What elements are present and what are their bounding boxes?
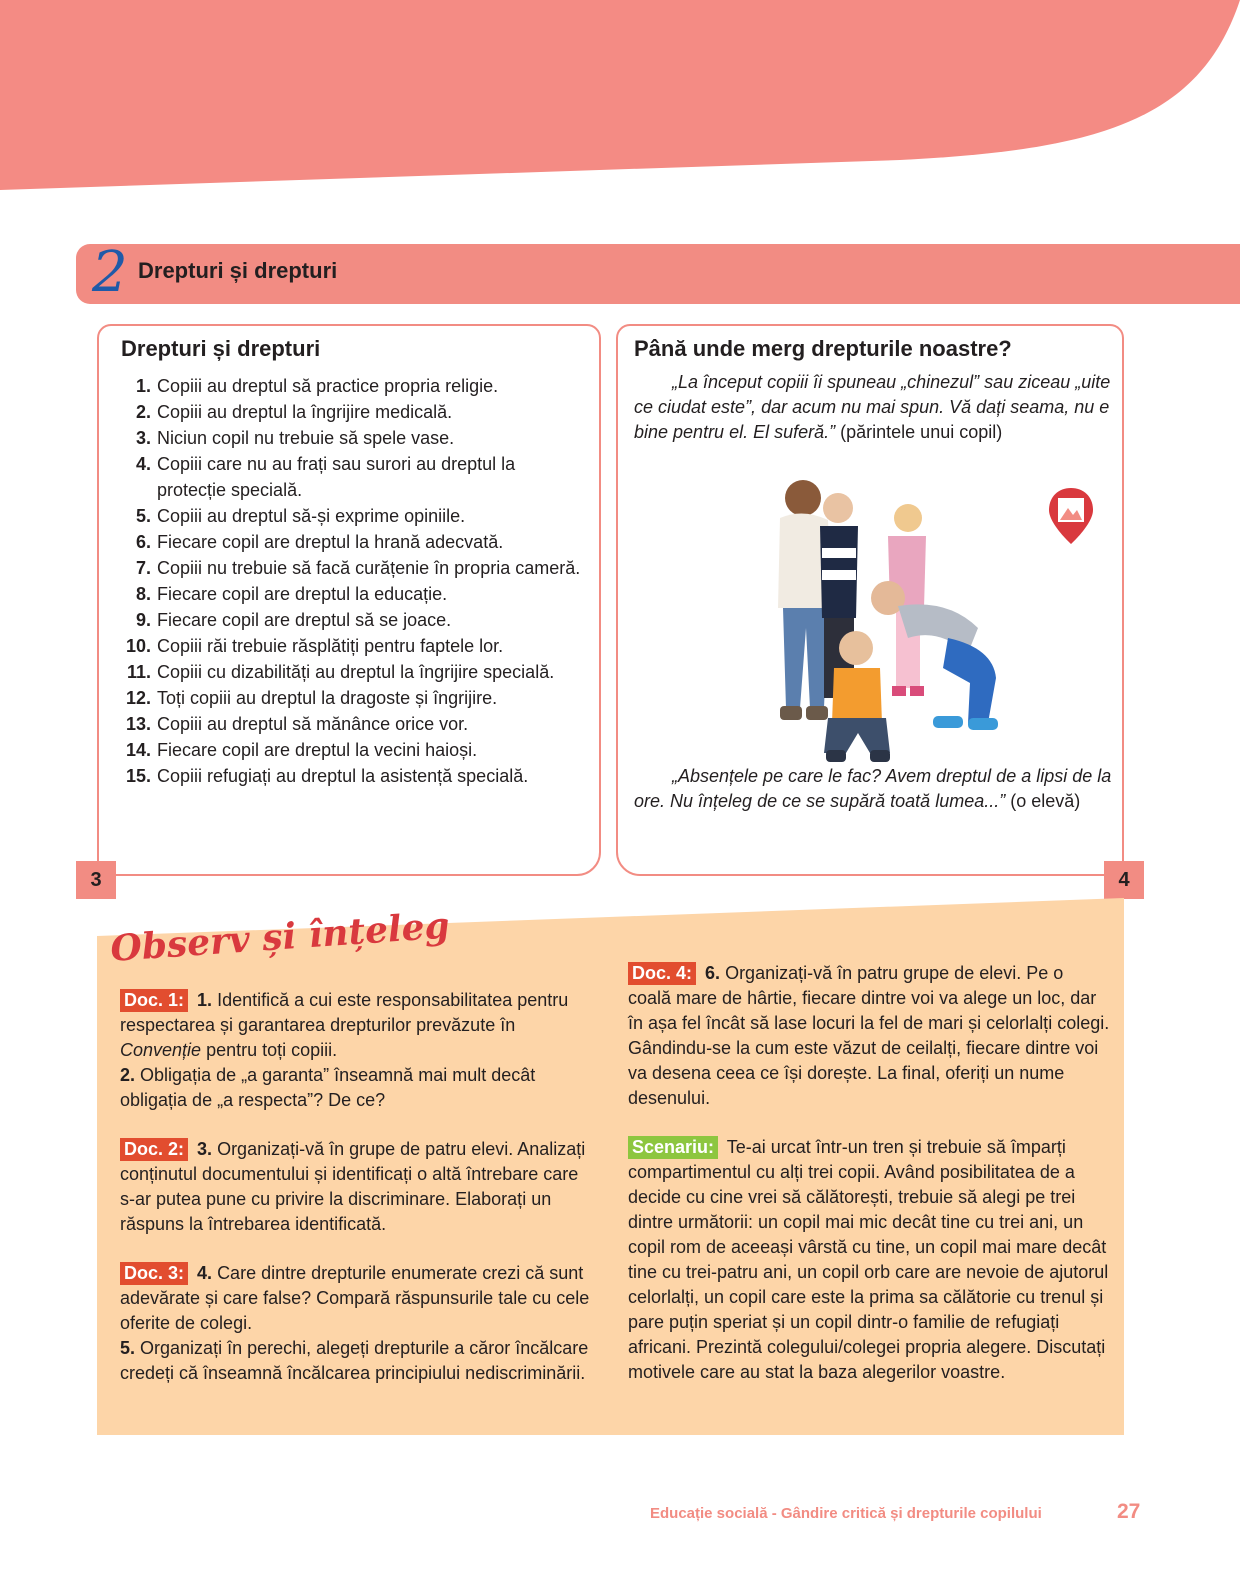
list-item: 5. Copiii au dreptul să-și exprime opiniile. (135, 506, 466, 526)
doc4-tasks: Doc. 4: 6. Organizați-vă în patru grupe de elevi. Pe o coală mare de hârtie, fiecare dintre voi va alege un loc, dar în așa fel încât să lase locuri la fel de mari și celorlalți colegi. Gândindu-se la cum este văzut de ceilalți, fiecare dintre voi va desena ceea ce își dorește. La final, oferiți un nume desenului. (628, 963, 1110, 1108)
doc2-tag: Doc. 2: (120, 1138, 188, 1161)
list-item: 11. Copiii cu dizabilități au dreptul la îngrijire specială. (126, 662, 555, 682)
card-number-badge: 3 (76, 861, 116, 899)
image-marker-icon (1046, 486, 1096, 546)
quote-source: (o elevă) (1010, 791, 1081, 811)
quote-source: (părintele unui copil) (840, 422, 1003, 442)
list-item: 10. Copiii răi trebuie răsplătiți pentru faptele lor. (125, 636, 504, 656)
children-bullying-photo (758, 478, 1018, 768)
page-number: 27 (1117, 1500, 1141, 1523)
doc3-tasks: Doc. 3: 4. Care dintre drepturile enumerate crezi că sunt adevărate și care false? Compară răspunsurile tale cu cele oferite de colegi. 5. Organizați în perechi, alegeți drepturile a căror încălcare credeți că înseamnă încălcarea principiului nediscriminării. (120, 1263, 590, 1383)
section-number: 2 (92, 240, 128, 305)
list-item: 8. Fiecare copil are dreptul la educație. (135, 584, 448, 604)
list-item: 12. Toți copiii au dreptul la dragoste și îngrijire. (125, 688, 498, 708)
list-item: 13. Copiii au dreptul să mănânce orice vor. (125, 714, 469, 734)
doc1-tag: Doc. 1: (120, 989, 188, 1012)
list-item: 7. Copiii nu trebuie să facă curățenie în propria cameră. (135, 558, 581, 578)
list-item: 2. Copiii au dreptul la îngrijire medicală. (135, 402, 453, 422)
student-quote: „Absențele pe care le fac? Avem dreptul de a lipsi de la ore. Nu înțeleg de ce se supără toată lumea...” (o elevă) (634, 766, 1112, 811)
section-title: Drepturi și drepturi (138, 258, 338, 283)
rights-card (97, 324, 601, 876)
observe-title: Observ și înțeleg (109, 904, 451, 970)
doc4-tag: Doc. 4: (628, 962, 696, 985)
list-item: 14. Fiecare copil are dreptul la vecini haioși. (125, 740, 478, 760)
scenario-task: Scenariu: Te-ai urcat într-un tren și trebuie să împarți compartimentul cu alți trei copii. Având posibilitatea de a decide cu cine vrei să călătorești, trebuie să alegi pe trei dintre următorii: un copil mai mic decât tine cu trei ani, un copil rom de aceeași vârstă cu tine, un copil mai mare decât tine cu trei-patru ani, un copil orb care are nevoie de ajutorul celorlalți, un copil care este la prima sa călătorie cu trenul și pare puțin speriat și un copil dintr-o familie de refugiați africani. Prezintă colegului/colegei propria alegere. Discutați motivele care au stat la baza alegerilor voastre. (628, 1137, 1109, 1382)
scenario-tag: Scenariu: (628, 1136, 718, 1159)
doc3-tag: Doc. 3: (120, 1262, 188, 1285)
doc2-tasks: Doc. 2: 3. Organizați-vă în grupe de patru elevi. Analizați conținutul documentului și identificați o altă întrebare care s-ar putea pune cu privire la discriminare. Elaborați un răspuns la întrebarea identificată. (120, 1139, 586, 1234)
rights-limits-title: Până unde merg drepturile noastre? (634, 336, 1012, 361)
rights-card-title: Drepturi și drepturi (121, 336, 321, 361)
observe-right-column (628, 961, 1110, 1409)
observe-left-column (120, 988, 595, 1410)
rights-list (121, 373, 589, 789)
doc1-tasks: Doc. 1: 1. Identifică a cui este responsabilitatea pentru respectarea și garantarea drepturilor prevăzute în Convenție pentru toți copiii. 2. Obligația de „a garanta” înseamnă mai mult decât obligația de „a respecta”? De ce? (120, 990, 569, 1110)
list-item: 9. Fiecare copil are dreptul să se joace. (135, 610, 452, 630)
parent-quote: „La început copiii îi spuneau „chinezul” sau ziceau „uite ce ciudat este”, dar acum nu mai spun. Vă dați seama, nu e bine pentru el. El suferă.” (părintele unui copil) (634, 372, 1111, 442)
footer-book-title: Educație socială - Gândire critică și drepturile copilului (650, 1505, 1042, 1522)
header-decoration (0, 0, 1240, 200)
list-item: 6. Fiecare copil are dreptul la hrană adecvată. (135, 532, 504, 552)
list-item: 1. Copiii au dreptul să practice propria religie. (135, 376, 499, 396)
list-item: 4. Copiii care nu au frați sau surori au dreptul la protecție specială. (135, 454, 516, 500)
list-item: 3. Niciun copil nu trebuie să spele vase. (135, 428, 455, 448)
card-number-badge: 4 (1104, 861, 1144, 899)
list-item: 15. Copiii refugiați au dreptul la asistență specială. (125, 766, 529, 786)
